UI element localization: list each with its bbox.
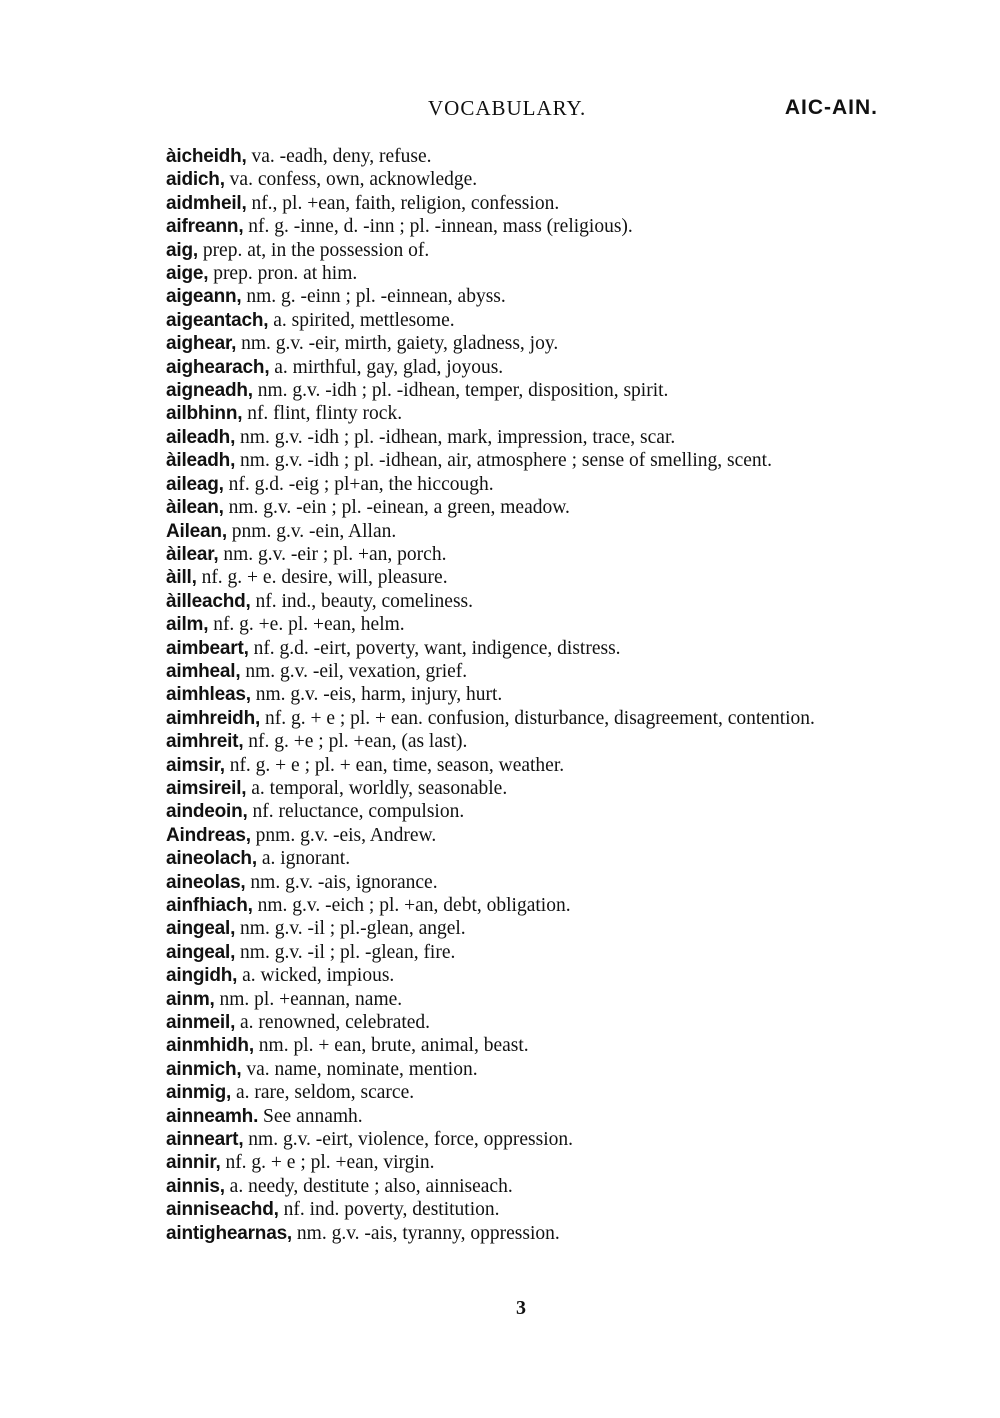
dictionary-entry — [166, 777, 878, 800]
entry-definition: nf. g. +e. pl. +ean, helm. — [213, 614, 405, 636]
dictionary-entry — [166, 730, 878, 753]
dictionary-entry — [166, 1105, 878, 1128]
entry-headword: àileadh, — [166, 450, 236, 472]
entry-definition: nm. g.v. -eil, vexation, grief. — [245, 660, 468, 682]
entry-headword: aingeal, — [166, 941, 236, 963]
dictionary-entry — [166, 192, 878, 215]
dictionary-entry — [166, 1198, 878, 1221]
entry-headword: aileag, — [166, 473, 224, 495]
dictionary-entry — [166, 894, 878, 917]
dictionary-entry — [166, 941, 878, 964]
dictionary-entry — [166, 824, 878, 847]
entry-definition: nf. g. + e ; pl. + ean, time, season, weather. — [229, 754, 565, 776]
entry-definition: nm. g.v. -il ; pl.-glean, angel. — [240, 918, 466, 940]
entry-headword: ainneart, — [166, 1129, 244, 1151]
entry-definition: prep. pron. at him. — [213, 263, 358, 285]
running-head — [166, 96, 878, 126]
page-number: 3 — [516, 1297, 526, 1319]
dictionary-entry — [166, 168, 878, 191]
dictionary-entry — [166, 1034, 878, 1057]
entry-definition: a. wicked, impious. — [242, 965, 395, 987]
entry-definition: prep. at, in the possession of. — [202, 239, 430, 261]
dictionary-entry — [166, 332, 878, 355]
entry-definition: nm. g.v. -ein ; pl. -einean, a green, meadow. — [228, 497, 570, 519]
entry-headword: àill, — [166, 567, 197, 589]
dictionary-entry — [166, 1081, 878, 1104]
entry-definition: nf. ind. poverty, destitution. — [283, 1199, 500, 1221]
entry-definition: nm. pl. + ean, brute, animal, beast. — [258, 1035, 529, 1057]
entry-definition: nm. pl. +eannan, name. — [219, 988, 403, 1010]
entry-headword: ainm, — [166, 988, 215, 1010]
entry-headword: Aindreas, — [166, 824, 251, 846]
entry-definition: nf. ind., beauty, comeliness. — [255, 590, 474, 612]
entry-definition: a. renowned, celebrated. — [240, 1012, 431, 1034]
dictionary-entry — [166, 871, 878, 894]
running-range: AIC-AIN. — [784, 96, 878, 119]
entry-headword: aimhreidh, — [166, 707, 261, 729]
entry-definition: nm. g.v. -eis, harm, injury, hurt. — [255, 684, 503, 706]
entry-definition: a. ignorant. — [261, 848, 351, 870]
entry-definition: nm. g.v. -idh ; pl. -idhean, air, atmosphere ; sense of smelling, scent. — [240, 450, 772, 472]
entry-headword: aingidh, — [166, 965, 238, 987]
dictionary-entry — [166, 285, 878, 308]
entry-definition: nf. g. + e ; pl. + ean. confusion, disturbance, disagreement, contention. — [264, 707, 815, 729]
entry-definition: nm. g. -einn ; pl. -einnean, abyss. — [246, 286, 506, 308]
entry-headword: aindeoin, — [166, 801, 248, 823]
dictionary-entry — [166, 707, 878, 730]
entry-definition: nf. g. + e. desire, will, pleasure. — [201, 567, 448, 589]
entry-headword: ainniseachd, — [166, 1199, 279, 1221]
entry-headword: ainnis, — [166, 1175, 225, 1197]
dictionary-entry — [166, 473, 878, 496]
dictionary-entry — [166, 988, 878, 1011]
dictionary-entry — [166, 613, 878, 636]
entry-definition: nm. g.v. -ais, tyranny, oppression. — [296, 1222, 560, 1244]
entry-list — [166, 145, 878, 1245]
entry-definition: pnm. g.v. -eis, Andrew. — [255, 824, 437, 846]
entry-definition: va. -eadh, deny, refuse. — [251, 146, 432, 167]
entry-definition: nf., pl. +ean, faith, religion, confession. — [251, 192, 560, 214]
entry-headword: àilean, — [166, 497, 224, 519]
entry-headword: aig, — [166, 239, 198, 261]
dictionary-entry — [166, 917, 878, 940]
entry-headword: aigeantach, — [166, 309, 269, 331]
dictionary-entry — [166, 309, 878, 332]
entry-headword: aimhreit, — [166, 731, 244, 753]
entry-headword: ainfhiach, — [166, 895, 253, 916]
dictionary-entry — [166, 660, 878, 683]
entry-definition: nf. g. + e ; pl. +ean, virgin. — [225, 1152, 435, 1174]
dictionary-entry — [166, 1011, 878, 1034]
dictionary-entry — [166, 964, 878, 987]
dictionary-entry — [166, 1151, 878, 1174]
entry-headword: aifreann, — [166, 216, 244, 238]
entry-headword: ainmig, — [166, 1082, 232, 1104]
entry-definition: nm. g.v. -eir, mirth, gaiety, gladness, joy. — [241, 333, 559, 355]
entry-headword: aimsireil, — [166, 777, 247, 799]
entry-headword: aidich, — [166, 169, 225, 191]
dictionary-entry — [166, 1128, 878, 1151]
dictionary-entry — [166, 566, 878, 589]
dictionary-entry — [166, 800, 878, 823]
entry-definition: va. name, nominate, mention. — [246, 1058, 478, 1080]
entry-definition: a. rare, seldom, scarce. — [235, 1082, 415, 1104]
entry-headword: aintighearnas, — [166, 1222, 293, 1244]
dictionary-entry — [166, 1222, 878, 1245]
entry-headword: aighearach, — [166, 356, 270, 378]
dictionary-entry — [166, 637, 878, 660]
entry-definition: nf. g.d. -eirt, poverty, want, indigence, distress. — [253, 637, 621, 659]
entry-headword: ailm, — [166, 614, 209, 636]
entry-definition: nm. g.v. -eirt, violence, force, oppression. — [248, 1129, 574, 1151]
dictionary-entry — [166, 590, 878, 613]
entry-definition: a. temporal, worldly, seasonable. — [251, 777, 508, 799]
entry-headword: aighear, — [166, 333, 237, 355]
entry-definition: nf. flint, flinty rock. — [247, 403, 403, 425]
entry-headword: ainmich, — [166, 1058, 242, 1080]
entry-headword: aineolas, — [166, 871, 246, 893]
entry-definition: nm. g.v. -idh ; pl. -idhean, temper, disposition, spirit. — [257, 380, 669, 402]
entry-headword: ainneamh. — [166, 1105, 259, 1127]
entry-headword: aigeann, — [166, 286, 242, 308]
entry-headword: aimheal, — [166, 660, 241, 682]
entry-headword: ainmeil, — [166, 1012, 236, 1034]
entry-definition: a. spirited, mettlesome. — [273, 309, 455, 331]
dictionary-entry — [166, 520, 878, 543]
entry-headword: aileadh, — [166, 426, 236, 448]
entry-definition: See annamh. — [263, 1105, 363, 1127]
dictionary-entry — [166, 379, 878, 402]
entry-definition: nf. g. +e ; pl. +ean, (as last). — [248, 731, 468, 753]
entry-definition: nf. g.d. -eig ; pl+an, the hiccough. — [228, 473, 494, 495]
entry-headword: aidmheil, — [166, 192, 247, 214]
dictionary-entry — [166, 847, 878, 870]
dictionary-entry — [166, 1175, 878, 1198]
entry-headword: aingeal, — [166, 918, 236, 940]
entry-headword: aimsir, — [166, 754, 225, 776]
entry-headword: aige, — [166, 263, 209, 285]
entry-definition: nf. g. -inne, d. -inn ; pl. -innean, mass (religious). — [248, 216, 633, 238]
entry-headword: aigneadh, — [166, 380, 253, 402]
entry-headword: aimbeart, — [166, 637, 249, 659]
dictionary-entry — [166, 683, 878, 706]
dictionary-entry — [166, 426, 878, 449]
entry-headword: Ailean, — [166, 520, 227, 542]
dictionary-entry — [166, 449, 878, 472]
entry-headword: ainnir, — [166, 1152, 221, 1174]
dictionary-entry — [166, 754, 878, 777]
entry-definition: nm. g.v. -il ; pl. -glean, fire. — [240, 941, 456, 963]
dictionary-entry — [166, 262, 878, 285]
dictionary-entry — [166, 239, 878, 262]
entry-headword: aineolach, — [166, 848, 257, 870]
running-title: VOCABULARY. — [428, 96, 587, 120]
entry-definition: nf. reluctance, compulsion. — [252, 801, 465, 823]
entry-definition: a. mirthful, gay, glad, joyous. — [274, 356, 504, 378]
entry-headword: aimhleas, — [166, 684, 251, 706]
entry-definition: pnm. g.v. -ein, Allan. — [231, 520, 397, 542]
dictionary-entry — [166, 145, 878, 168]
entry-definition: nm. g.v. -eir ; pl. +an, porch. — [223, 543, 447, 565]
entry-headword: àilleachd, — [166, 590, 251, 612]
entry-definition: nm. g.v. -idh ; pl. -idhean, mark, impression, trace, scar. — [240, 426, 676, 448]
entry-definition: nm. g.v. -eich ; pl. +an, debt, obligation. — [257, 895, 571, 916]
entry-definition: a. needy, destitute ; also, ainniseach. — [229, 1175, 513, 1197]
entry-headword: ailbhinn, — [166, 403, 243, 425]
dictionary-entry — [166, 1058, 878, 1081]
dictionary-entry — [166, 402, 878, 425]
dictionary-entry — [166, 215, 878, 238]
dictionary-entry — [166, 356, 878, 379]
entry-headword: àicheidh, — [166, 146, 247, 167]
entry-definition: va. confess, own, acknowledge. — [229, 169, 478, 191]
dictionary-entry — [166, 543, 878, 566]
entry-definition: nm. g.v. -ais, ignorance. — [250, 871, 438, 893]
dictionary-entry — [166, 496, 878, 519]
entry-headword: ainmhidh, — [166, 1035, 254, 1057]
entry-headword: àilear, — [166, 543, 219, 565]
